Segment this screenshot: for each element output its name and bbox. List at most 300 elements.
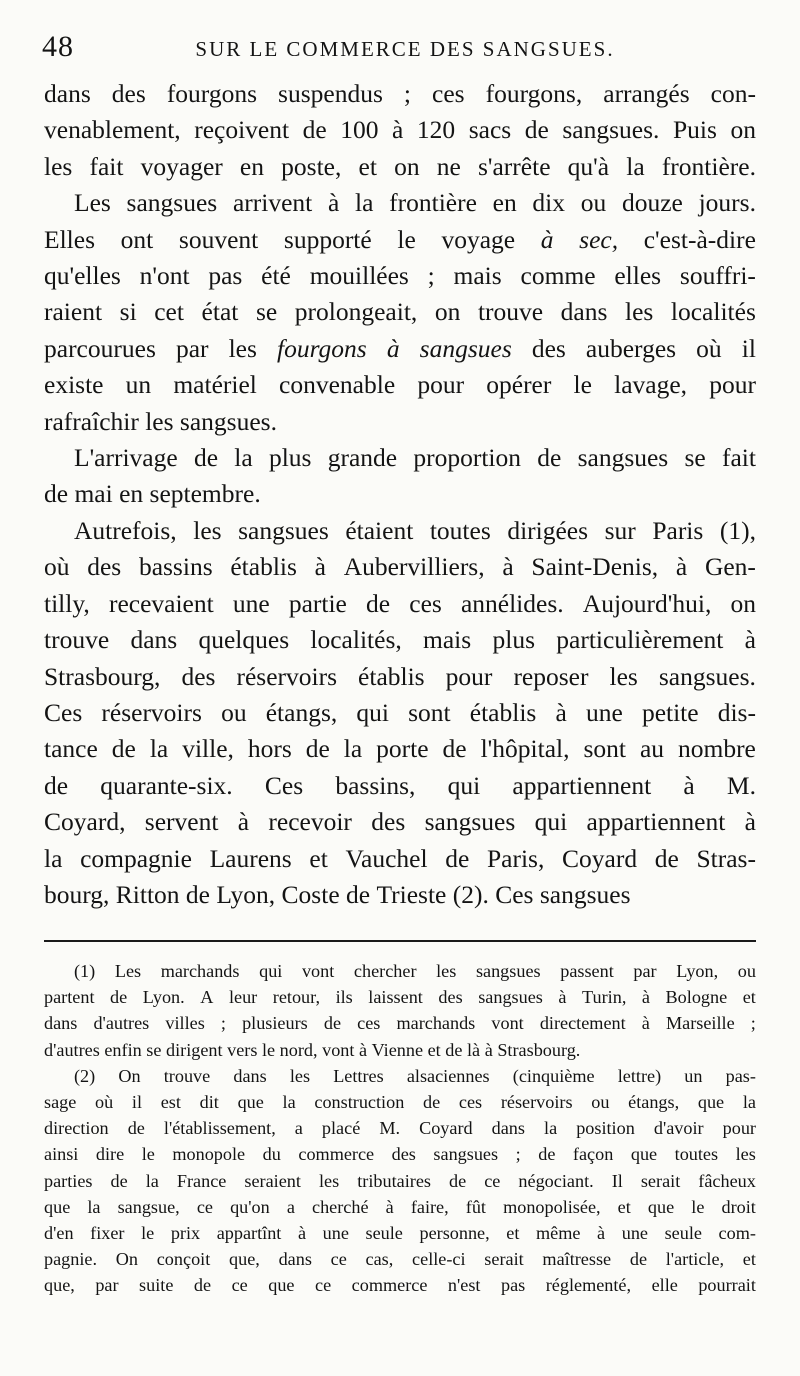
word: petite <box>641 697 699 727</box>
word: dans <box>130 625 178 655</box>
word: laissent <box>368 987 423 1008</box>
word: chercher <box>353 961 417 981</box>
word: matériel <box>173 370 257 400</box>
word: pagnie. <box>44 1249 98 1270</box>
body-line <box>44 258 756 294</box>
word: état <box>201 297 239 327</box>
word: nombre <box>677 734 756 764</box>
word: Lyon, <box>676 961 719 981</box>
word: seule <box>664 1223 702 1244</box>
word: et <box>427 1039 446 1060</box>
word: à <box>358 1039 372 1060</box>
word: le <box>691 1196 705 1217</box>
word: (2). <box>452 879 496 909</box>
word: dirigent <box>165 1039 228 1060</box>
word: leur <box>228 987 258 1008</box>
word: négociant. <box>518 1170 594 1191</box>
word: quarante-six. <box>100 770 233 800</box>
word: localités, <box>310 625 402 655</box>
body-line <box>44 513 756 549</box>
word: existe <box>44 370 104 400</box>
word: Ces <box>264 770 304 800</box>
word: ce <box>196 1196 213 1217</box>
word: On <box>115 1249 138 1270</box>
word: retour, <box>272 987 321 1008</box>
word: de <box>111 734 136 764</box>
word: les <box>436 961 457 981</box>
body-text <box>44 76 756 913</box>
word: prix <box>170 1223 201 1244</box>
word: s'arrête <box>477 151 551 181</box>
word: les <box>145 406 180 436</box>
word: est <box>160 1092 181 1113</box>
word: proportion <box>413 443 521 473</box>
word: dans <box>491 1118 525 1139</box>
word: Les <box>74 188 111 218</box>
word: cherché <box>312 1196 369 1217</box>
word: à <box>392 115 404 145</box>
word: sur <box>604 515 636 545</box>
word: où <box>95 1092 114 1113</box>
word: du <box>262 1144 281 1165</box>
word: étangs, <box>628 1092 680 1113</box>
word: à <box>385 1196 394 1217</box>
word: Marseille <box>665 1013 735 1034</box>
word: que <box>237 1092 264 1113</box>
word: de <box>193 443 219 473</box>
word: fait <box>89 151 124 181</box>
word: Ces <box>44 697 83 727</box>
word: Paris, <box>486 843 545 873</box>
word: bourg, <box>44 879 116 909</box>
word: la <box>544 1118 558 1139</box>
word: villes <box>165 1013 205 1034</box>
word: de <box>127 1118 145 1139</box>
word: sage <box>44 1092 77 1113</box>
body-line <box>44 622 756 658</box>
word: établis <box>358 661 425 691</box>
body-line <box>44 294 756 330</box>
word: convenable <box>279 370 396 400</box>
body-line <box>44 76 756 112</box>
running-head: SUR LE COMMERCE DES SANGSUES. <box>195 37 615 61</box>
word: des <box>111 79 146 108</box>
word: c'est-à-dire <box>643 224 756 254</box>
word: raient <box>44 297 103 327</box>
word: passent <box>560 961 614 981</box>
word: une <box>322 1223 349 1244</box>
word: sangsues. <box>562 115 660 145</box>
word: le <box>397 224 416 254</box>
word: tance <box>44 734 98 764</box>
word: si <box>119 297 137 327</box>
footnote-line <box>44 1272 756 1298</box>
word: dans <box>560 297 608 327</box>
word: trouve <box>163 1065 211 1086</box>
body-line <box>44 222 756 258</box>
word: réservoirs <box>500 1092 573 1113</box>
word: dix <box>532 188 566 218</box>
word: Autrefois, <box>74 515 177 545</box>
word: de <box>185 879 217 909</box>
word: Lyon. <box>142 987 185 1008</box>
word: l'établissement, <box>163 1118 276 1139</box>
word: ainsi <box>44 1144 79 1165</box>
footnote-line <box>44 958 756 984</box>
body-line <box>44 695 756 731</box>
body-line <box>44 549 756 585</box>
word: sangsues <box>126 188 218 218</box>
word: de <box>445 843 470 873</box>
word: réglementé, <box>545 1275 632 1296</box>
word: pour <box>417 370 465 400</box>
word: Coyard, <box>44 807 126 837</box>
word: arrivent <box>232 188 313 218</box>
word: ; <box>427 261 435 291</box>
word: ces <box>409 588 442 618</box>
word: sangsues. <box>179 406 277 436</box>
word: mai <box>74 479 120 509</box>
word: Strasbourg. <box>497 1039 581 1060</box>
word: fâcheux <box>698 1170 756 1191</box>
word: d'autres <box>93 1013 150 1034</box>
body-line <box>44 185 756 221</box>
word: se <box>255 297 278 327</box>
word: à <box>386 333 400 363</box>
word: nord, <box>279 1039 323 1060</box>
word: de <box>449 1170 467 1191</box>
footnote-line <box>44 1089 756 1115</box>
word: France <box>176 1170 227 1191</box>
word: à <box>675 552 688 582</box>
word: voyager <box>140 151 223 181</box>
word: des <box>181 661 216 691</box>
word: de <box>524 115 549 145</box>
word: venablement, <box>44 115 181 145</box>
word: com- <box>718 1223 756 1244</box>
word: ces <box>458 1092 483 1113</box>
word: Turin, <box>582 987 627 1008</box>
footnote-line <box>44 1010 756 1036</box>
page-header <box>42 30 756 70</box>
word: il <box>741 333 756 363</box>
word: elles <box>614 261 662 291</box>
body-line <box>44 367 756 403</box>
word: par <box>633 961 657 981</box>
word: par <box>95 1275 119 1296</box>
word: vont <box>491 1013 524 1034</box>
word: (1) <box>74 961 96 981</box>
word: compagnie <box>80 843 192 873</box>
word: dans <box>44 79 91 108</box>
word: en <box>239 151 264 181</box>
word: Laurens <box>209 843 292 873</box>
word: Trieste <box>376 879 453 909</box>
word: porte <box>376 734 429 764</box>
word: une <box>621 1223 648 1244</box>
word: seraient <box>244 1170 301 1191</box>
word: reçoivent <box>194 115 290 145</box>
word: établis <box>469 697 537 727</box>
word: Coyard <box>562 843 638 873</box>
word: recevaient <box>108 588 214 618</box>
word: les <box>735 1144 756 1165</box>
word: vont <box>322 1039 359 1060</box>
word: qui <box>356 697 389 727</box>
word: pour <box>445 661 493 691</box>
word: servent <box>144 807 219 837</box>
word: marchands <box>160 961 240 981</box>
word: partie <box>288 588 347 618</box>
word: Bologne <box>665 987 728 1008</box>
word: sangsues <box>478 987 543 1008</box>
word: à <box>327 188 340 218</box>
footnote-rule <box>44 940 756 942</box>
word: établis <box>230 552 297 582</box>
word: même <box>536 1223 581 1244</box>
word: Vauchel <box>345 843 428 873</box>
word: A <box>200 987 214 1008</box>
word: fût <box>465 1196 486 1217</box>
word: réservoirs <box>236 661 338 691</box>
word: où <box>696 333 722 363</box>
word: droit <box>721 1196 756 1217</box>
word: dans <box>44 1013 78 1034</box>
word: la <box>355 188 374 218</box>
word: des <box>531 333 566 363</box>
body-line <box>44 331 756 367</box>
word: ; <box>750 1013 756 1034</box>
word: M. <box>379 1118 401 1139</box>
word: qu'à <box>567 151 610 181</box>
word: pour <box>722 1118 756 1139</box>
word: sangsue, <box>117 1196 180 1217</box>
word: pas- <box>725 1065 756 1086</box>
word: seule <box>365 1223 403 1244</box>
word: qu'on <box>230 1196 270 1217</box>
word: elle <box>651 1275 678 1296</box>
word: M. <box>726 770 756 800</box>
word: la <box>282 1092 296 1113</box>
word: a <box>286 1196 295 1217</box>
word: un <box>684 1065 703 1086</box>
word: dis- <box>717 697 756 727</box>
word: fourgons, <box>485 79 583 108</box>
word: mais <box>453 261 502 291</box>
word: ce <box>315 1275 332 1296</box>
word: mais <box>423 625 472 655</box>
word: de <box>44 479 75 509</box>
word: sangsues <box>419 333 512 363</box>
footnote-line <box>44 1220 756 1246</box>
word: dit <box>199 1092 219 1113</box>
word: et <box>742 987 756 1008</box>
word: sec, <box>579 224 619 254</box>
word: de <box>305 734 330 764</box>
word: dans <box>278 1249 312 1270</box>
word: plusieurs <box>242 1013 308 1034</box>
word: on <box>434 297 461 327</box>
word: qui <box>259 961 283 981</box>
word: prolongeait, <box>294 297 418 327</box>
word: en <box>492 188 517 218</box>
word: serait <box>640 1170 681 1191</box>
word: voyage <box>441 224 516 254</box>
word: Lettres <box>333 1065 384 1086</box>
word: l'hôpital, <box>480 734 570 764</box>
word: parcourues <box>44 333 156 363</box>
footnote-line <box>44 984 756 1010</box>
word: position <box>576 1118 635 1139</box>
word: la <box>87 1196 101 1217</box>
word: on <box>394 151 420 181</box>
body-line <box>44 804 756 840</box>
word: toutes <box>429 515 491 545</box>
word: sangsues. <box>658 661 756 691</box>
body-line <box>44 877 756 913</box>
word: mouillées <box>309 261 409 291</box>
word: tributaires <box>357 1170 431 1191</box>
word: de <box>445 1039 467 1060</box>
word: Gen- <box>704 552 756 582</box>
body-line <box>44 149 756 185</box>
word: des <box>87 552 122 582</box>
word: qu'elles <box>44 261 121 291</box>
word: marchands <box>396 1013 476 1034</box>
word: personne, <box>419 1223 490 1244</box>
word: (cinquième <box>512 1065 595 1086</box>
body-line <box>44 731 756 767</box>
word: une <box>585 697 623 727</box>
body-line <box>44 768 756 804</box>
word: cet <box>154 297 184 327</box>
word: à <box>558 987 567 1008</box>
word: au <box>639 734 665 764</box>
word: a <box>294 1118 303 1139</box>
word: à <box>502 552 514 582</box>
word: les <box>44 151 73 181</box>
word: pas <box>500 1275 526 1296</box>
word: sangsues <box>424 807 516 837</box>
word: de <box>44 770 69 800</box>
word: monopolisée, <box>503 1196 601 1217</box>
word: dirigées <box>507 515 589 545</box>
word: de <box>538 1144 556 1165</box>
word: une <box>232 588 270 618</box>
word: ; <box>515 1144 521 1165</box>
word: de <box>366 588 391 618</box>
word: étaient <box>345 515 414 545</box>
word: souffri- <box>679 261 756 291</box>
word: frontière <box>389 188 477 218</box>
word: faire, <box>410 1196 449 1217</box>
word: de <box>537 443 562 473</box>
word: de <box>346 879 377 909</box>
word: sangsues <box>433 1144 499 1165</box>
word: commerce <box>298 1144 375 1165</box>
word: il <box>131 1092 143 1113</box>
word: souvent <box>178 224 259 254</box>
word: ils <box>335 987 353 1008</box>
body-line <box>44 440 756 476</box>
word: bassins <box>138 552 213 582</box>
word: opérer <box>486 370 552 400</box>
word: pour <box>709 370 756 400</box>
word: pourrait <box>698 1275 756 1296</box>
word: de <box>654 843 679 873</box>
word: serait <box>484 1249 524 1270</box>
word: de <box>442 734 467 764</box>
footnote-line <box>44 1115 756 1141</box>
word: trouve <box>44 625 110 655</box>
word: lavage, <box>614 370 688 400</box>
word: ou <box>591 1092 610 1113</box>
word: l'article, <box>665 1249 725 1270</box>
word: la <box>343 734 363 764</box>
word: pas <box>208 261 243 291</box>
word: on <box>730 588 756 618</box>
word: que <box>268 1275 295 1296</box>
word: Stras- <box>696 843 756 873</box>
word: et <box>617 1196 631 1217</box>
word: où <box>44 552 70 582</box>
word: placé <box>321 1118 361 1139</box>
word: les <box>319 1170 340 1191</box>
word: ville, <box>182 734 234 764</box>
word: 100 <box>340 115 379 145</box>
word: plus <box>492 625 535 655</box>
word: Puis <box>672 115 717 145</box>
word: sont <box>408 697 451 727</box>
word: et <box>358 151 377 181</box>
word: à <box>484 1039 498 1060</box>
word: à <box>744 625 756 655</box>
word: qui <box>447 770 481 800</box>
footnote-line <box>44 1141 756 1167</box>
word: sacs <box>468 115 512 145</box>
word: Lyon, <box>216 879 282 909</box>
word: vont <box>301 961 335 981</box>
word: Coste <box>281 879 347 909</box>
word: les <box>228 333 257 363</box>
word: de <box>323 1013 342 1034</box>
word: à <box>683 770 695 800</box>
word: reposer <box>513 661 589 691</box>
word: L'arrivage <box>74 443 178 473</box>
word: recevoir <box>268 807 352 837</box>
word: étangs, <box>265 697 338 727</box>
word: la <box>145 1170 159 1191</box>
word: douze <box>621 188 683 218</box>
word: ces <box>357 1013 381 1034</box>
word: sangsues <box>539 879 631 909</box>
word: appartiennent <box>512 770 652 800</box>
word: partent <box>44 987 95 1008</box>
word: à <box>297 1223 307 1244</box>
word: auberges <box>585 333 677 363</box>
word: le <box>261 1039 280 1060</box>
word: construction <box>314 1092 405 1113</box>
word: les <box>609 661 638 691</box>
word: Ritton <box>115 879 186 909</box>
word: par <box>175 333 209 363</box>
word: commerce <box>351 1275 428 1296</box>
word: de <box>629 1249 648 1270</box>
word: enfin <box>104 1039 147 1060</box>
word: Aujourd'hui, <box>582 588 712 618</box>
word: réservoirs <box>101 697 202 727</box>
word: ces <box>432 79 465 108</box>
